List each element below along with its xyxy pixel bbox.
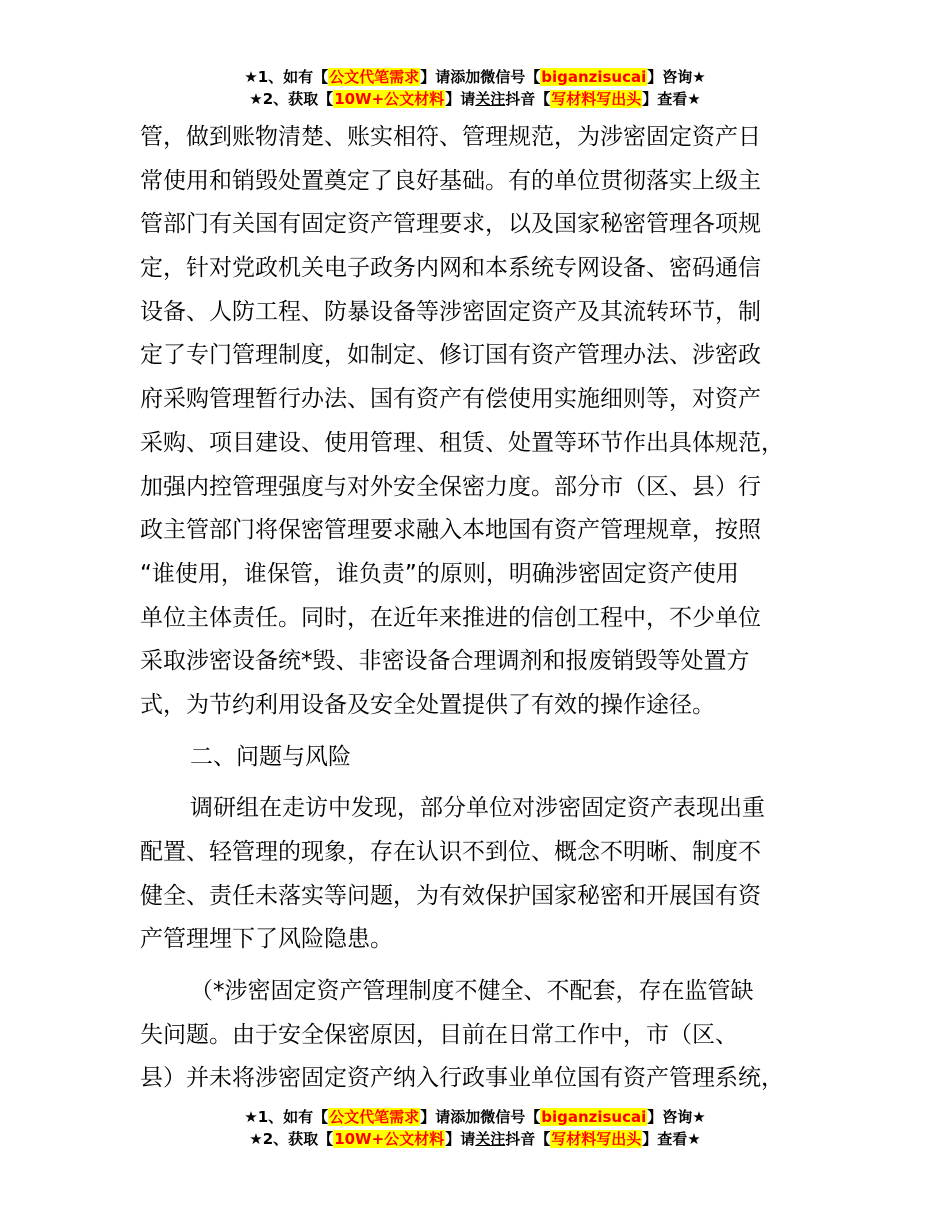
footer-banner-line-1 bbox=[0, 1106, 950, 1128]
banner-highlight: 公文代笔需求 bbox=[329, 1108, 420, 1126]
footer-banner-line-2 bbox=[0, 1128, 950, 1150]
banner-highlight: 公文代笔需求 bbox=[329, 68, 420, 86]
text-line: 产管理埋下了风险隐患。 bbox=[140, 926, 393, 953]
banner-highlight: biganzisucai bbox=[541, 68, 647, 86]
paragraph-1 bbox=[140, 116, 830, 728]
banner-text: 】请 bbox=[445, 1130, 476, 1148]
text-line: 采取涉密设备统*毁、非密设备合理调剂和报废销毁等处置方 bbox=[140, 648, 750, 675]
banner-text: 抖音【 bbox=[505, 1130, 551, 1148]
text-line: 采购、项目建设、使用管理、租赁、处置等环节作出具体规范， bbox=[140, 429, 784, 456]
header-banner bbox=[0, 66, 950, 110]
banner-text: 】咨询★ bbox=[647, 1108, 706, 1126]
text-line: 定了专门管理制度，如制定、修订国有资产管理办法、涉密政 bbox=[140, 342, 761, 369]
text-line: 式，为节约利用设备及安全处置提供了有效的操作途径。 bbox=[140, 691, 715, 718]
text-line: 政主管部门将保密管理要求融入本地国有资产管理规章，按照 bbox=[140, 517, 761, 544]
banner-text: 】查看★ bbox=[642, 90, 701, 108]
text-line: （*涉密固定资产管理制度不健全、不配套，存在监管缺 bbox=[190, 978, 754, 1005]
section-heading: 二、问题与风险 bbox=[190, 743, 351, 770]
banner-text: ★2、获取【 bbox=[249, 90, 334, 108]
banner-text: 】请 bbox=[445, 90, 476, 108]
text-line: 管部门有关国有固定资产管理要求，以及国家秘密管理各项规 bbox=[140, 211, 761, 238]
document-body bbox=[140, 116, 830, 1101]
banner-text: ★1、如有【 bbox=[244, 1108, 329, 1126]
footer-banner bbox=[0, 1106, 950, 1150]
banner-highlight: biganzisucai bbox=[541, 1108, 647, 1126]
banner-underlined-text: 关注 bbox=[475, 1130, 506, 1148]
banner-highlight: 10W+公文材料 bbox=[334, 90, 445, 108]
header-banner-line-2 bbox=[0, 88, 950, 110]
text-line: 管，做到账物清楚、账实相符、管理规范，为涉密固定资产日 bbox=[140, 124, 761, 150]
text-line: 健全、责任未落实等问题，为有效保护国家秘密和开展国有资 bbox=[140, 882, 761, 909]
text-line: 调研组在走访中发现，部分单位对涉密固定资产表现出重 bbox=[190, 795, 765, 822]
banner-highlight: 写材料写出头 bbox=[551, 90, 642, 108]
text-line: 府采购管理暂行办法、国有资产有偿使用实施细则等，对资产 bbox=[140, 386, 761, 413]
paragraph-2 bbox=[140, 787, 830, 962]
header-banner-line-1 bbox=[0, 66, 950, 88]
banner-underlined-text: 关注 bbox=[475, 90, 506, 108]
banner-text: ★2、获取【 bbox=[249, 1130, 334, 1148]
text-line: 常使用和销毁处置奠定了良好基础。有的单位贯彻落实上级主 bbox=[140, 167, 761, 194]
text-line: 定，针对党政机关电子政务内网和本系统专网设备、密码通信 bbox=[140, 255, 761, 282]
banner-text: 】请添加微信号【 bbox=[420, 1108, 541, 1126]
text-line: 加强内控管理强度与对外安全保密力度。部分市（区、县）行 bbox=[140, 473, 761, 500]
banner-text: 抖音【 bbox=[505, 90, 551, 108]
text-line: 设备、人防工程、防暴设备等涉密固定资产及其流转环节，制 bbox=[140, 298, 761, 325]
banner-text: ★1、如有【 bbox=[244, 68, 329, 86]
banner-text: 】咨询★ bbox=[647, 68, 706, 86]
text-line: “谁使用，谁保管，谁负责”的原则，明确涉密固定资产使用 bbox=[140, 560, 739, 587]
text-line: 县）并未将涉密固定资产纳入行政事业单位国有资产管理系统， bbox=[140, 1065, 784, 1092]
banner-text: 】请添加微信号【 bbox=[420, 68, 541, 86]
text-line: 单位主体责任。同时，在近年来推进的信创工程中，不少单位 bbox=[140, 604, 761, 631]
paragraph-3 bbox=[140, 970, 830, 1101]
text-line: 配置、轻管理的现象，存在认识不到位、概念不明晰、制度不 bbox=[140, 839, 761, 865]
paragraph-spacer bbox=[140, 962, 830, 970]
banner-highlight: 写材料写出头 bbox=[551, 1130, 642, 1148]
banner-text: 】查看★ bbox=[642, 1130, 701, 1148]
paragraph-spacer bbox=[140, 779, 830, 787]
banner-highlight: 10W+公文材料 bbox=[334, 1130, 445, 1148]
text-line: 失问题。由于安全保密原因，目前在日常工作中，市（区、 bbox=[140, 1021, 738, 1048]
paragraph-spacer bbox=[140, 728, 830, 736]
